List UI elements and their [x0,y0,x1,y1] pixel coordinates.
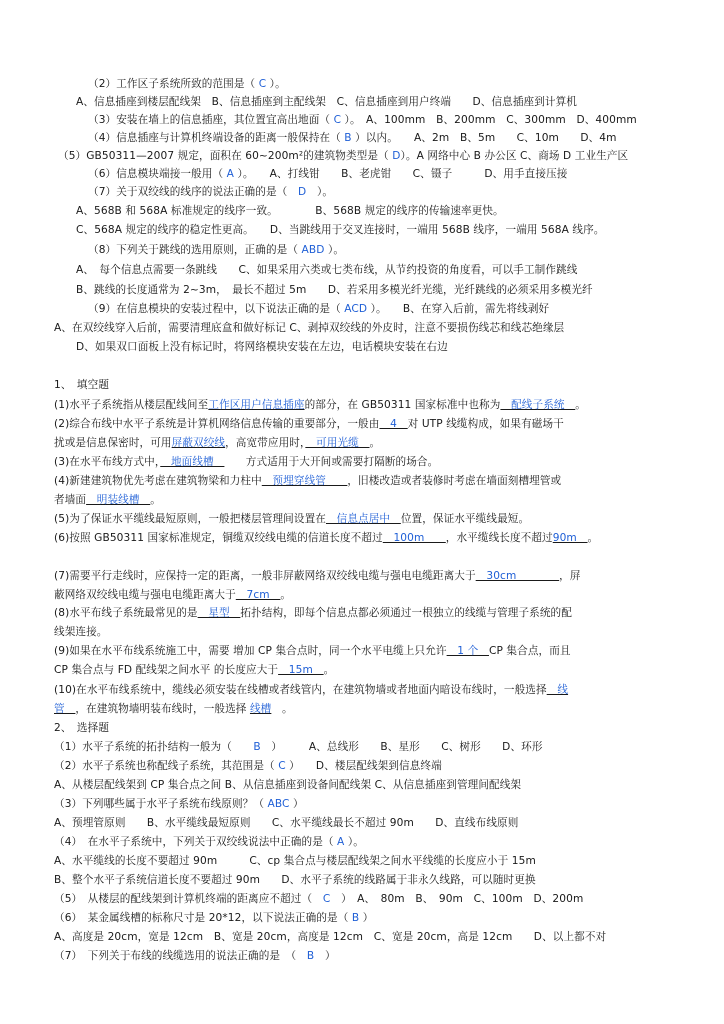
line-text: （7） 下列关于布线的线缆选用的说法正确的是 （ [54,950,307,962]
line-text: （5）GB50311—2007 规定，面积在 60~200m²的建筑物类型是（ [58,150,393,162]
line-text: ） [314,950,336,962]
q2-options [76,95,577,110]
line-text: （1）水平子系统的拓扑结构一般为（ [54,741,254,753]
line-text: A、 每个信息点需要一条跳线 C、如果采用六类或七类布线，从节约投资的角度看，可以手工制作跳线 [76,264,578,276]
answer-text: ABD [301,244,325,256]
line-text: ）。 A、打线钳 B、老虎钳 C、镊子 D、用手直接压接 [234,168,568,180]
answer-text: 1 个 [446,645,489,657]
line-text: ）。 A、100mm B、200mm C、300mm D、400mm [341,114,637,126]
answer-text: 管 [54,703,76,715]
choice-6-options [54,930,606,945]
line-text: 1、 填空题 [54,379,110,391]
q8-patch-cord [88,243,344,258]
q8-options-bd [76,283,593,298]
line-text: B、跳线的长度通常为 2~3m， 最长不超过 5m D、若采用多模光纤光缆，光纤跳线的必须采用多模光纤 [76,284,593,296]
line-text: （2）水平子系统也称配线子系统，其范围是（ [54,760,279,772]
line-text: (6)按照 GB50311 国家标准规定，铜缆双绞线电缆的信道长度不超过 [54,532,383,544]
line-text: A、信息插座到楼层配线架 B、信息插座到主配线架 C、信息插座到用户终端 D、信息插座到计算机 [76,96,577,108]
answer-text: 星型 [197,607,241,619]
line-text: CP 集合点，而且 [488,645,571,657]
line-text: 。 [323,664,335,676]
line-text: 方式适用于大开间或需要打隔断的场合。 [224,456,439,468]
answer-text: 可用光缆 [305,437,370,449]
fill-5 [54,512,529,527]
line-text: （4） 在水平子系统中，下列关于双绞线说法中正确的是（ [54,836,338,848]
line-text: ，屏 [559,570,581,582]
line-text: 线架连接。 [54,626,108,638]
line-text: 位置，保证水平缆线最短。 [400,513,530,525]
line-text: 。 [280,589,292,601]
fill-3 [54,455,438,470]
line-text: （2）工作区子系统所致的范围是（ [88,78,259,90]
answer-text: C [278,760,286,772]
answer-text: C [322,893,331,905]
answer-text: A [337,836,345,848]
line-text: ，旧楼改造或者装修时考虑在墙面刻槽埋管或 [347,475,562,487]
answer-text: 工作区用户信息插座 [208,399,305,411]
answer-text: D [298,186,307,198]
fill-4 [54,474,561,489]
line-text: (3)在水平布线方式中， [54,456,161,468]
line-text: A、水平缆线的长度不要超过 90m C、cp 集合点与楼层配线架之间水平线缆的长度应小于 15m [54,855,536,867]
line-text: （8）下列关于跳线的选用原则，正确的是（ [88,244,302,256]
line-text: 。 [587,532,599,544]
line-text: ） [289,798,304,810]
line-text: (9)如果在水平布线系统施工中，需要 增加 CP 集合点时，同一个水平电缆上只允许 [54,645,447,657]
q4-socket-distance [88,131,617,146]
line-text: 扰或是信息保密时，可用 [54,437,172,449]
line-text: ）。 [344,836,364,848]
section-choice-heading [54,721,109,736]
fill-8-cont [54,625,107,640]
answer-text: 预埋穿线管 [261,475,348,487]
q6-module-tool [88,167,567,182]
section-fill-blank-heading [54,378,109,393]
answer-text: ACD [344,303,368,315]
answer-text: 配线子系统 [500,399,576,411]
answer-text: 线槽 [249,703,272,715]
fill-10 [54,683,568,698]
answer-text: 明装线槽 [86,494,151,506]
line-text: 蔽网络双绞线电缆与强电电缆距离大于 [54,589,236,601]
q8-options-ac [76,263,577,278]
line-text: 拓扑结构，即每个信息点都必须通过一根独立的线缆与管理子系统的配 [240,607,572,619]
line-text: ） A、 80m B、 90m C、100m D、200m [330,893,584,905]
answer-text: 信息点居中 [325,513,401,525]
line-text: （6） 某金属线槽的标称尺寸是 20*12，以下说法正确的是（ [54,912,352,924]
fill-1 [54,398,586,413]
answer-text: ABC [267,798,290,810]
line-text: （4）信息插座与计算机终端设备的距离一般保持在（ [88,132,345,144]
choice-6 [54,911,373,926]
fill-4-cont [54,493,161,508]
line-text: (8)水平布线子系统最常见的是 [54,607,198,619]
line-text: 。 [150,494,161,506]
answer-text: B [344,132,352,144]
line-text: （5） 从楼层的配线架到计算机终端的距离应不超过（ [54,893,323,905]
choice-4-options-bd [54,873,536,888]
line-text: ）。 [306,186,334,198]
fill-7 [54,569,581,584]
answer-text: 30cm [475,570,560,582]
answer-text: B [351,912,360,924]
line-text: ） A、总线形 B、星形 C、树形 D、环形 [260,741,543,753]
line-text: A、从楼层配线架到 CP 集合点之间 B、从信息插座到设备间配线架 C、从信息插座到管理间配线架 [54,779,522,791]
line-text: （3）下列哪些属于水平子系统布线原则？（ [54,798,268,810]
answer-text: 15m [278,664,324,676]
line-text: ）。 B、在穿入后前，需先将线剥好 [367,303,550,315]
line-text: （6）信息模块端接一般用（ [88,168,227,180]
line-text: ）。 [266,78,286,90]
line-text: ）。 [324,244,345,256]
line-text: 者墙面 [54,494,87,506]
q7-options-cd [76,223,604,238]
line-text: ）以内。 A、2m B、5m C、10m D、4m [351,132,617,144]
answer-text: 90m [552,532,588,544]
line-text: ） D、楼层配线架到信息终端 [285,760,442,772]
answer-text: D [392,150,401,162]
fill-8 [54,606,572,621]
line-text: （9）在信息模块的安装过程中，以下说法正确的是（ [88,303,345,315]
answer-text: 线 [546,684,569,696]
line-text: D、如果双口面板上没有标记时，将网络模块安装在左边，电话模块安装在右边 [76,341,448,353]
answer-text: 屏蔽双绞线 [171,437,226,449]
line-text: C、568A 规定的线序的稳定性更高。 D、当跳线用于交叉连接时，一端用 568B 线序，一端用 568A 线序。 [76,224,605,236]
line-text: A、在双绞线穿入后前，需要清理底盒和做好标记 C、剥掉双绞线的外皮时，注意不要损伤线芯和线芯绝缘层 [54,322,565,334]
q2-work-area-range [88,77,286,92]
line-text: (2)综合布线中水平子系统是计算机网络信息传输的重要部分，一般由 [54,418,380,430]
line-text: 对 UTP 线缆构成，如果有磁场干 [407,418,564,430]
line-text: (1)水平子系统指从楼层配线间至 [54,399,209,411]
fill-7-cont [54,588,291,603]
q5-building-type [58,149,628,164]
choice-3 [54,797,304,812]
fill-2 [54,417,564,432]
answer-text: B [306,950,315,962]
line-text: B、整个水平子系统信道长度不要超过 90m D、水平子系统的线路属于非永久线路，可以随时更换 [54,874,536,886]
fill-9-cont [54,663,334,678]
line-text: (10)在水平布线系统中，缆线必须安装在线槽或者线管内，在建筑物墙或者地面内暗设布线时，一般选择 [54,684,547,696]
fill-2-cont [54,436,380,451]
q9-module-install [88,302,549,317]
choice-4 [54,835,364,850]
q7-options-ab [76,204,504,219]
answer-text: 100m [382,532,446,544]
choice-7 [54,949,336,964]
answer-text: C [258,78,267,90]
q7-wire-order [88,185,333,200]
line-text: ，在建筑物墙明装布线时，一般选择 [75,703,250,715]
fill-9 [54,644,571,659]
line-text: （7）关于双绞线的线序的说法正确的是（ [88,186,299,198]
line-text: 。 [271,703,293,715]
line-text: (7)需要平行走线时，应保持一定的距离，一般非屏蔽网络双绞线电缆与强电电缆距离大于 [54,570,476,582]
line-text: 。 [575,399,586,411]
line-text: ，高宽带应用时， [225,437,306,449]
line-text: 的部分，在 GB50311 国家标准中也称为 [304,399,501,411]
line-text: 。 [369,437,381,449]
answer-text: A [226,168,234,180]
choice-5 [54,892,583,907]
answer-text: C [333,114,342,126]
line-text: CP 集合点与 FD 配线架之间水平 的长度应大于 [54,664,279,676]
line-text: A、高度是 20cm，宽是 12cm B、宽是 20cm，高度是 12cm C、宽是 20cm，高是 12cm D、以上都不对 [54,931,607,943]
answer-text: 4 [379,418,408,430]
line-text: (5)为了保证水平缆线最短原则，一般把楼层管理间设置在 [54,513,326,525]
line-text: (4)新建建筑物优先考虑在建筑物梁和力柱中 [54,475,262,487]
answer-text: B [253,741,261,753]
answer-text: 7cm [235,589,281,601]
line-text: ，水平缆线长度不超过 [445,532,553,544]
line-text: A、568B 和 568A 标准规定的线序一致。 B、568B 规定的线序的传输速率更快。 [76,205,504,217]
choice-2 [54,759,442,774]
choice-2-options [54,778,521,793]
line-text: ）。A 网络中心 B 办公区 C、商场 D 工业生产区 [400,150,629,162]
line-text: （3）安装在墙上的信息插座，其位置宜高出地面（ [88,114,334,126]
line-text: 2、 选择题 [54,722,110,734]
q9-options-ac [54,321,564,336]
q3-socket-height [88,113,637,128]
fill-6 [54,531,598,546]
choice-1 [54,740,543,755]
answer-text: 地面线槽 [160,456,225,468]
line-text: A、预埋管原则 B、水平缆线最短原则 C、水平缆线最长不超过 90m D、直线布线原则 [54,817,519,829]
choice-3-options [54,816,518,831]
q9-options-d [76,340,448,355]
fill-10-cont [54,702,293,717]
choice-4-options-ac [54,854,536,869]
line-text: ） [359,912,374,924]
